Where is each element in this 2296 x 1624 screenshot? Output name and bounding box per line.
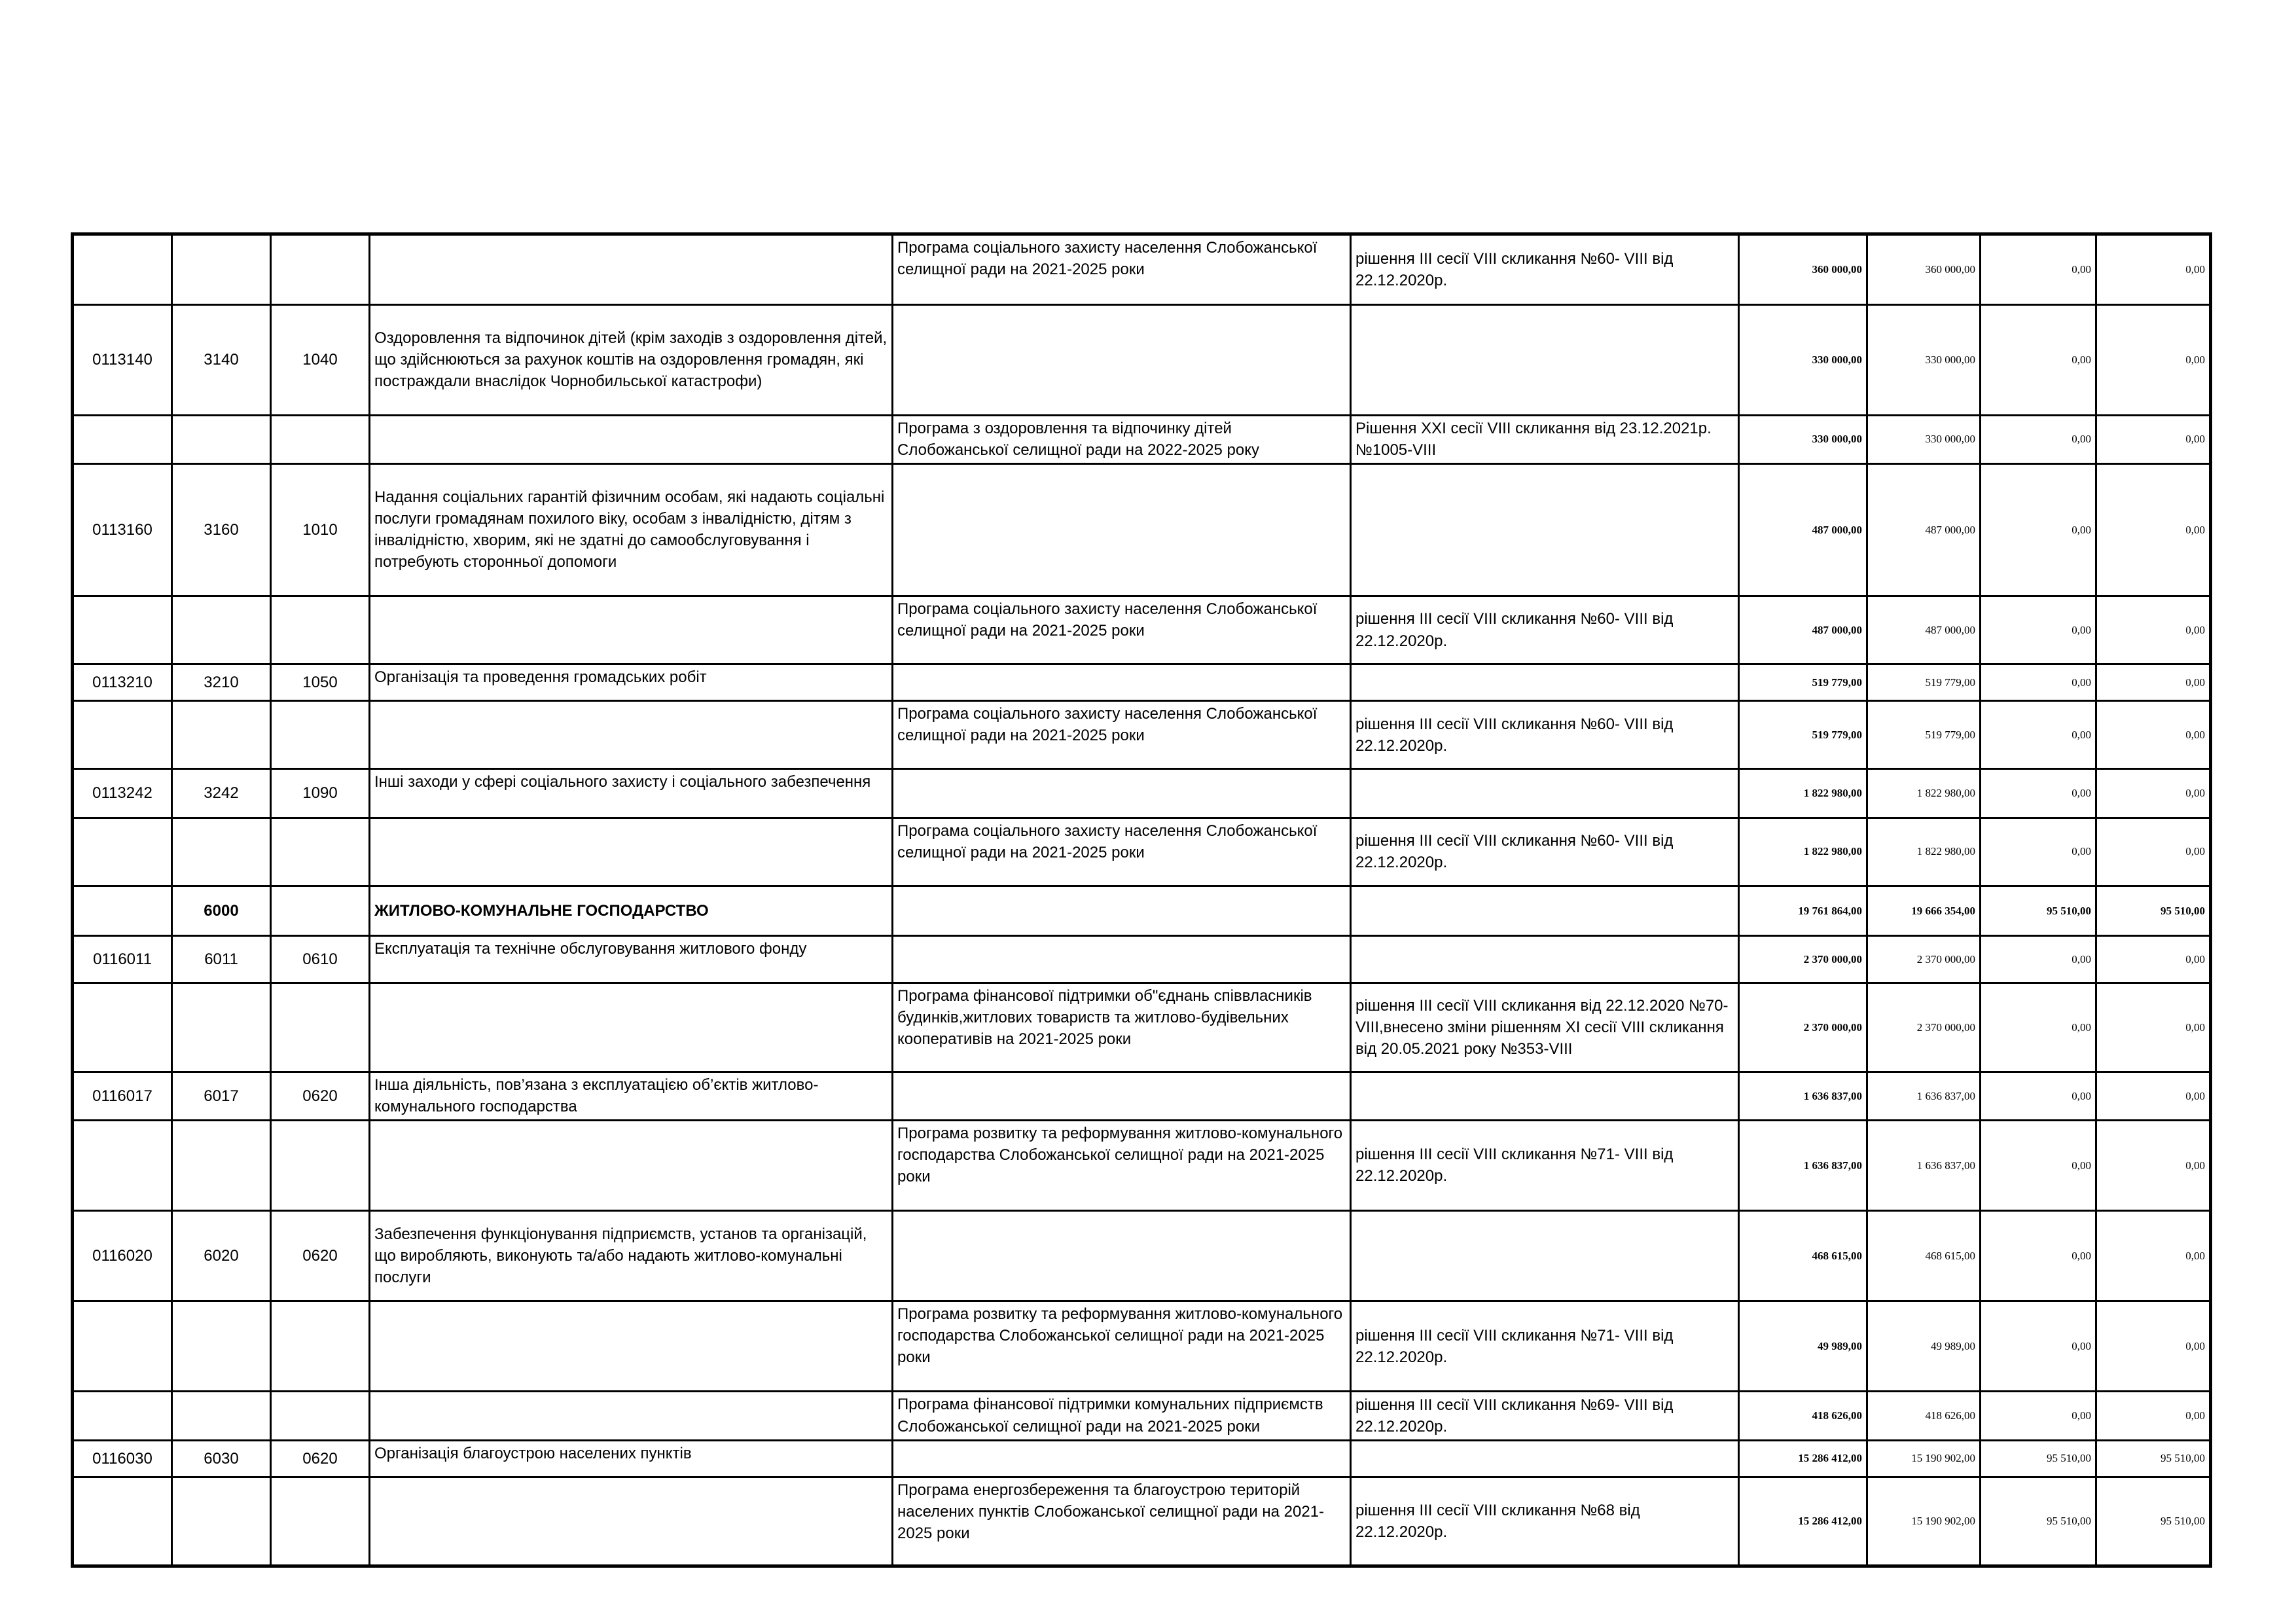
general-cell: 487 000,00 (1867, 596, 1981, 664)
total-cell: 360 000,00 (1739, 234, 1867, 305)
decision-cell: рішення ІІІ сесії VІІІ скликання №68 від 22.12.2020р. (1351, 1477, 1739, 1566)
special-cell: 95 510,00 (1981, 1477, 2096, 1566)
program-cell: Програма соціального захисту населення Слобожанської селищної ради на 2021-2025 роки (893, 596, 1351, 664)
decision-cell: рішення ІІІ сесії VІІІ скликання №69- VІІІ від 22.12.2020р. (1351, 1392, 1739, 1440)
subprogram-row (73, 1392, 2211, 1440)
name-cell: Оздоровлення та відпочинок дітей (крім заходів з оздоровлення дітей, що здійснюються за рахунок коштів на оздоровлення громадян, які постраждали внаслідок Чорнобильської катастрофи) (370, 305, 893, 415)
total-cell: 15 286 412,00 (1739, 1440, 1867, 1477)
general-cell: 2 370 000,00 (1867, 935, 1981, 983)
general-cell: 487 000,00 (1867, 463, 1981, 596)
total-cell: 2 370 000,00 (1739, 935, 1867, 983)
program-row (73, 664, 2211, 701)
development-cell: 0,00 (2096, 983, 2211, 1072)
special-cell: 0,00 (1981, 701, 2096, 769)
special-cell: 0,00 (1981, 818, 2096, 886)
kfkb-cell: 1040 (271, 305, 370, 415)
program-cell (893, 1210, 1351, 1301)
kfkb-cell (271, 234, 370, 305)
name-cell: Організація благоустрою населених пунктів (370, 1440, 893, 1477)
kfkb-cell: 1050 (271, 664, 370, 701)
program-cell (893, 769, 1351, 818)
development-cell: 0,00 (2096, 769, 2211, 818)
general-cell: 330 000,00 (1867, 415, 1981, 463)
general-cell: 418 626,00 (1867, 1392, 1981, 1440)
program-row (73, 1210, 2211, 1301)
program-row (73, 1072, 2211, 1120)
kfkb-cell (271, 1120, 370, 1210)
decision-cell (1351, 463, 1739, 596)
special-cell: 0,00 (1981, 1120, 2096, 1210)
subprogram-row (73, 1301, 2211, 1392)
total-cell: 1 822 980,00 (1739, 818, 1867, 886)
name-cell (370, 983, 893, 1072)
kfkb-cell (271, 1301, 370, 1392)
program-row (73, 935, 2211, 983)
general-cell: 1 636 837,00 (1867, 1120, 1981, 1210)
kfkb-cell (271, 818, 370, 886)
development-cell: 0,00 (2096, 818, 2211, 886)
program-cell (893, 1072, 1351, 1120)
program-cell (893, 935, 1351, 983)
code-cell (73, 818, 172, 886)
total-cell: 1 636 837,00 (1739, 1120, 1867, 1210)
kfk-cell: 3140 (172, 305, 271, 415)
special-cell: 0,00 (1981, 935, 2096, 983)
total-cell: 519 779,00 (1739, 701, 1867, 769)
program-cell: Програма соціального захисту населення Слобожанської селищної ради на 2021-2025 роки (893, 818, 1351, 886)
program-row (73, 305, 2211, 415)
kfkb-cell: 0620 (271, 1210, 370, 1301)
code-cell (73, 701, 172, 769)
special-cell: 0,00 (1981, 983, 2096, 1072)
code-cell: 0116017 (73, 1072, 172, 1120)
general-cell: 15 190 902,00 (1867, 1440, 1981, 1477)
kfkb-cell (271, 1392, 370, 1440)
development-cell: 0,00 (2096, 234, 2211, 305)
special-cell: 0,00 (1981, 463, 2096, 596)
code-cell (73, 1120, 172, 1210)
decision-cell: рішення ІІІ сесії VІІІ скликання №60- VІІІ від 22.12.2020р. (1351, 701, 1739, 769)
general-cell: 2 370 000,00 (1867, 983, 1981, 1072)
development-cell: 95 510,00 (2096, 1477, 2211, 1566)
decision-cell (1351, 886, 1739, 935)
name-cell (370, 596, 893, 664)
decision-cell (1351, 664, 1739, 701)
special-cell: 0,00 (1981, 305, 2096, 415)
total-cell: 487 000,00 (1739, 463, 1867, 596)
decision-cell (1351, 1440, 1739, 1477)
general-cell: 49 989,00 (1867, 1301, 1981, 1392)
name-cell (370, 1120, 893, 1210)
decision-cell (1351, 305, 1739, 415)
decision-cell (1351, 1210, 1739, 1301)
name-cell: Забезпечення функціонування підприємств, установ та організацій, що виробляють, виконують та/або надають житлово-комунальні послуги (370, 1210, 893, 1301)
kfk-cell (172, 983, 271, 1072)
total-cell: 1 636 837,00 (1739, 1072, 1867, 1120)
general-cell: 1 822 980,00 (1867, 818, 1981, 886)
code-cell (73, 1301, 172, 1392)
kfk-cell: 6030 (172, 1440, 271, 1477)
decision-cell: рішення ІІІ сесії VІІІ скликання №71- VІІІ від 22.12.2020р. (1351, 1301, 1739, 1392)
total-cell: 468 615,00 (1739, 1210, 1867, 1301)
general-cell: 19 666 354,00 (1867, 886, 1981, 935)
code-cell: 0113242 (73, 769, 172, 818)
development-cell: 0,00 (2096, 305, 2211, 415)
name-cell (370, 701, 893, 769)
program-cell (893, 664, 1351, 701)
development-cell: 95 510,00 (2096, 1440, 2211, 1477)
general-cell: 468 615,00 (1867, 1210, 1981, 1301)
kfkb-cell (271, 983, 370, 1072)
decision-cell: рішення ІІІ сесії VІІІ скликання №60- VІІІ від 22.12.2020р. (1351, 818, 1739, 886)
name-cell: Організація та проведення громадських робіт (370, 664, 893, 701)
name-cell: Експлуатація та технічне обслуговування житлового фонду (370, 935, 893, 983)
development-cell: 0,00 (2096, 664, 2211, 701)
decision-cell: рішення ІІІ сесії VІІІ скликання №60- VІІІ від 22.12.2020р. (1351, 234, 1739, 305)
program-cell: Програма з оздоровлення та відпочинку дітей Слобожанської селищної ради на 2022-2025 року (893, 415, 1351, 463)
kfkb-cell (271, 1477, 370, 1566)
code-cell: 0116020 (73, 1210, 172, 1301)
special-cell: 0,00 (1981, 1392, 2096, 1440)
name-cell: Надання соціальних гарантій фізичним особам, які надають соціальні послуги громадянам похилого віку, особам з інвалідністю, дітям з інвалідністю, хворим, які не здатні до самообслуговування і потребують сторонньої допомоги (370, 463, 893, 596)
kfk-cell: 6011 (172, 935, 271, 983)
general-cell: 360 000,00 (1867, 234, 1981, 305)
name-cell (370, 1301, 893, 1392)
program-cell (893, 305, 1351, 415)
decision-cell (1351, 935, 1739, 983)
kfk-cell (172, 1477, 271, 1566)
kfkb-cell: 0610 (271, 935, 370, 983)
development-cell: 0,00 (2096, 596, 2211, 664)
code-cell: 0116030 (73, 1440, 172, 1477)
program-cell (893, 463, 1351, 596)
general-cell: 15 190 902,00 (1867, 1477, 1981, 1566)
program-row (73, 1440, 2211, 1477)
name-cell: Інша діяльність, пов’язана з експлуатацією об’єктів житлово-комунального господарства (370, 1072, 893, 1120)
code-cell: 0113140 (73, 305, 172, 415)
program-cell: Програма розвитку та реформування житлово-комунального господарства Слобожанської селищної ради на 2021-2025 роки (893, 1120, 1351, 1210)
subprogram-row (73, 1477, 2211, 1566)
special-cell: 95 510,00 (1981, 1440, 2096, 1477)
general-cell: 1 822 980,00 (1867, 769, 1981, 818)
name-cell (370, 1477, 893, 1566)
code-cell: 0113210 (73, 664, 172, 701)
special-cell: 0,00 (1981, 596, 2096, 664)
budget-programs-table (71, 232, 2212, 1568)
kfkb-cell: 0620 (271, 1072, 370, 1120)
special-cell: 0,00 (1981, 234, 2096, 305)
kfk-cell (172, 234, 271, 305)
kfk-cell (172, 701, 271, 769)
total-cell: 19 761 864,00 (1739, 886, 1867, 935)
code-cell (73, 983, 172, 1072)
kfkb-cell: 0620 (271, 1440, 370, 1477)
program-cell (893, 886, 1351, 935)
program-cell: Програма розвитку та реформування житлово-комунального господарства Слобожанської селищної ради на 2021-2025 роки (893, 1301, 1351, 1392)
special-cell: 95 510,00 (1981, 886, 2096, 935)
development-cell: 0,00 (2096, 701, 2211, 769)
kfkb-cell (271, 415, 370, 463)
kfk-cell (172, 415, 271, 463)
program-cell (893, 1440, 1351, 1477)
development-cell: 95 510,00 (2096, 886, 2211, 935)
total-cell: 330 000,00 (1739, 305, 1867, 415)
name-cell (370, 1392, 893, 1440)
special-cell: 0,00 (1981, 769, 2096, 818)
decision-cell (1351, 769, 1739, 818)
program-cell: Програма енергозбереження та благоустрою територій населених пунктів Слобожанської селищної ради на 2021-2025 роки (893, 1477, 1351, 1566)
kfk-cell: 3210 (172, 664, 271, 701)
total-cell: 418 626,00 (1739, 1392, 1867, 1440)
special-cell: 0,00 (1981, 664, 2096, 701)
special-cell: 0,00 (1981, 415, 2096, 463)
subprogram-row (73, 818, 2211, 886)
program-cell: Програма фінансової підтримки об"єднань співвласників будинків,житлових товариств та житлово-будівельних кооперативів на 2021-2025 роки (893, 983, 1351, 1072)
section-row (73, 886, 2211, 935)
code-cell (73, 1477, 172, 1566)
kfkb-cell (271, 596, 370, 664)
kfk-cell (172, 1392, 271, 1440)
kfk-cell: 3160 (172, 463, 271, 596)
decision-cell: рішення ІІІ сесії VІІІ скликання від 22.12.2020 №70-VІІІ,внесено зміни рішенням ХІ сесії VІІІ скликання від 20.05.2021 року №353-VІІІ (1351, 983, 1739, 1072)
total-cell: 2 370 000,00 (1739, 983, 1867, 1072)
development-cell: 0,00 (2096, 1120, 2211, 1210)
development-cell: 0,00 (2096, 935, 2211, 983)
total-cell: 330 000,00 (1739, 415, 1867, 463)
special-cell: 0,00 (1981, 1072, 2096, 1120)
code-cell (73, 415, 172, 463)
development-cell: 0,00 (2096, 1301, 2211, 1392)
program-cell: Програма соціального захисту населення Слобожанської селищної ради на 2021-2025 роки (893, 701, 1351, 769)
program-cell: Програма соціального захисту населення Слобожанської селищної ради на 2021-2025 роки (893, 234, 1351, 305)
name-cell: ЖИТЛОВО-КОМУНАЛЬНЕ ГОСПОДАРСТВО (370, 886, 893, 935)
code-cell (73, 234, 172, 305)
kfk-cell (172, 1120, 271, 1210)
subprogram-row (73, 983, 2211, 1072)
code-cell: 0116011 (73, 935, 172, 983)
special-cell: 0,00 (1981, 1210, 2096, 1301)
code-cell (73, 1392, 172, 1440)
subprogram-row (73, 234, 2211, 305)
development-cell: 0,00 (2096, 1210, 2211, 1301)
kfk-cell: 6020 (172, 1210, 271, 1301)
development-cell: 0,00 (2096, 1392, 2211, 1440)
decision-cell: рішення ІІІ сесії VІІІ скликання №60- VІІІ від 22.12.2020р. (1351, 596, 1739, 664)
program-row (73, 463, 2211, 596)
kfk-cell (172, 596, 271, 664)
subprogram-row (73, 701, 2211, 769)
decision-cell: рішення ІІІ сесії VІІІ скликання №71- VІІІ від 22.12.2020р. (1351, 1120, 1739, 1210)
general-cell: 519 779,00 (1867, 701, 1981, 769)
kfk-cell (172, 818, 271, 886)
kfkb-cell (271, 886, 370, 935)
program-row (73, 769, 2211, 818)
subprogram-row (73, 596, 2211, 664)
development-cell: 0,00 (2096, 415, 2211, 463)
total-cell: 487 000,00 (1739, 596, 1867, 664)
total-cell: 519 779,00 (1739, 664, 1867, 701)
kfk-cell: 6000 (172, 886, 271, 935)
name-cell (370, 818, 893, 886)
code-cell: 0113160 (73, 463, 172, 596)
name-cell: Інші заходи у сфері соціального захисту і соціального забезпечення (370, 769, 893, 818)
kfk-cell: 6017 (172, 1072, 271, 1120)
general-cell: 1 636 837,00 (1867, 1072, 1981, 1120)
subprogram-row (73, 1120, 2211, 1210)
total-cell: 15 286 412,00 (1739, 1477, 1867, 1566)
decision-cell (1351, 1072, 1739, 1120)
subprogram-row (73, 415, 2211, 463)
kfkb-cell: 1090 (271, 769, 370, 818)
kfkb-cell: 1010 (271, 463, 370, 596)
special-cell: 0,00 (1981, 1301, 2096, 1392)
development-cell: 0,00 (2096, 463, 2211, 596)
kfkb-cell (271, 701, 370, 769)
kfk-cell (172, 1301, 271, 1392)
total-cell: 49 989,00 (1739, 1301, 1867, 1392)
name-cell (370, 234, 893, 305)
general-cell: 330 000,00 (1867, 305, 1981, 415)
name-cell (370, 415, 893, 463)
general-cell: 519 779,00 (1867, 664, 1981, 701)
decision-cell: Рішення ХХІ сесії VІІІ скликання від 23.12.2021р. №1005-VIII (1351, 415, 1739, 463)
development-cell: 0,00 (2096, 1072, 2211, 1120)
code-cell (73, 596, 172, 664)
program-cell: Програма фінансової підтримки комунальних підприємств Слобожанської селищної ради на 2021-2025 роки (893, 1392, 1351, 1440)
kfk-cell: 3242 (172, 769, 271, 818)
total-cell: 1 822 980,00 (1739, 769, 1867, 818)
code-cell (73, 886, 172, 935)
